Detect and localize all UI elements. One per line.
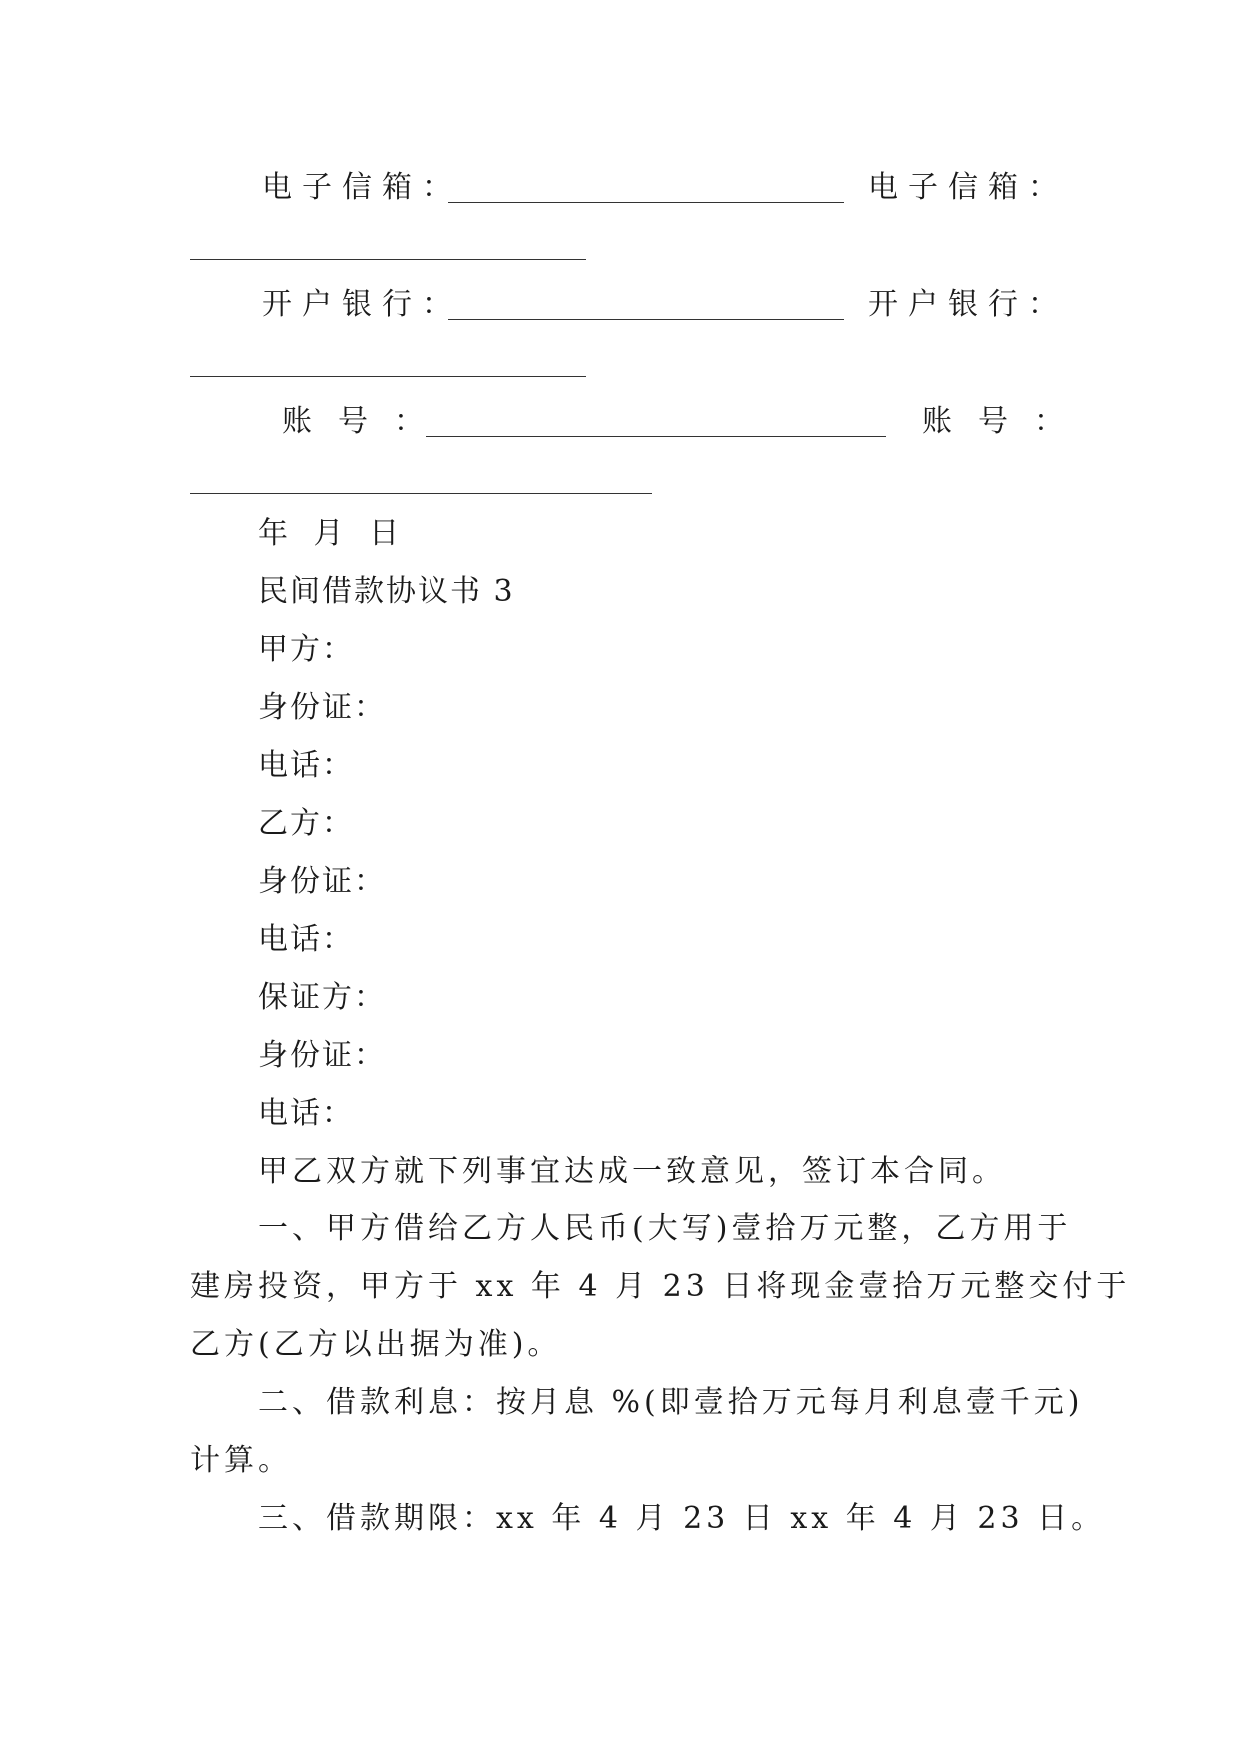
email-label-party-a: 电子信箱： [262, 170, 462, 205]
party-a-label: 甲方： [258, 632, 354, 667]
account-label-party-b: 账号： [922, 404, 1090, 439]
guarantor-label: 保证方： [258, 980, 386, 1015]
party-b-label: 乙方： [258, 806, 354, 841]
clause-3-line-1: 三、借款期限：xx 年 4 月 23 日 xx 年 4 月 23 日。 [258, 1501, 1106, 1536]
party-a-phone-label: 电话： [258, 748, 354, 783]
clause-1 [190, 1200, 1131, 1374]
clause-1-line-2: 建房投资，甲方于 xx 年 4 月 23 日将现金壹拾万元整交付于 [190, 1269, 1131, 1304]
clause-2-line-1: 二、借款利息：按月息 %(即壹拾万元每月利息壹千元) [258, 1385, 1084, 1420]
party-a-id-label: 身份证： [258, 690, 386, 725]
clause-1-line-1: 一、甲方借给乙方人民币(大写)壹拾万元整，乙方用于 [258, 1211, 1072, 1246]
intro-paragraph: 甲乙双方就下列事宜达成一致意见，签订本合同。 [258, 1154, 1006, 1189]
email-blank-party-a [448, 202, 844, 203]
bank-label-party-a: 开户银行： [262, 287, 462, 322]
guarantor-id-label: 身份证： [258, 1038, 386, 1073]
account-label-party-a: 账号： [282, 404, 450, 439]
account-blank-party-b [190, 493, 652, 494]
bank-row [190, 283, 1068, 403]
bank-label-party-b: 开户银行： [868, 287, 1068, 322]
guarantor-phone-label: 电话： [258, 1096, 354, 1131]
clause-2-line-2: 计算。 [190, 1443, 292, 1478]
clause-2 [190, 1374, 1084, 1490]
email-row [190, 166, 1068, 286]
email-label-party-b: 电子信箱： [868, 170, 1068, 205]
clause-3 [190, 1490, 1106, 1548]
email-blank-party-b [190, 259, 586, 260]
account-blank-party-a [426, 436, 886, 437]
bank-blank-party-a [448, 319, 844, 320]
bank-blank-party-b [190, 376, 586, 377]
party-b-id-label: 身份证： [258, 864, 386, 899]
date-line: 年 月 日 [258, 516, 408, 551]
account-row [190, 400, 1090, 520]
party-b-phone-label: 电话： [258, 922, 354, 957]
clause-1-line-3: 乙方(乙方以出据为准)。 [190, 1327, 562, 1362]
agreement-title: 民间借款协议书 3 [258, 574, 515, 609]
